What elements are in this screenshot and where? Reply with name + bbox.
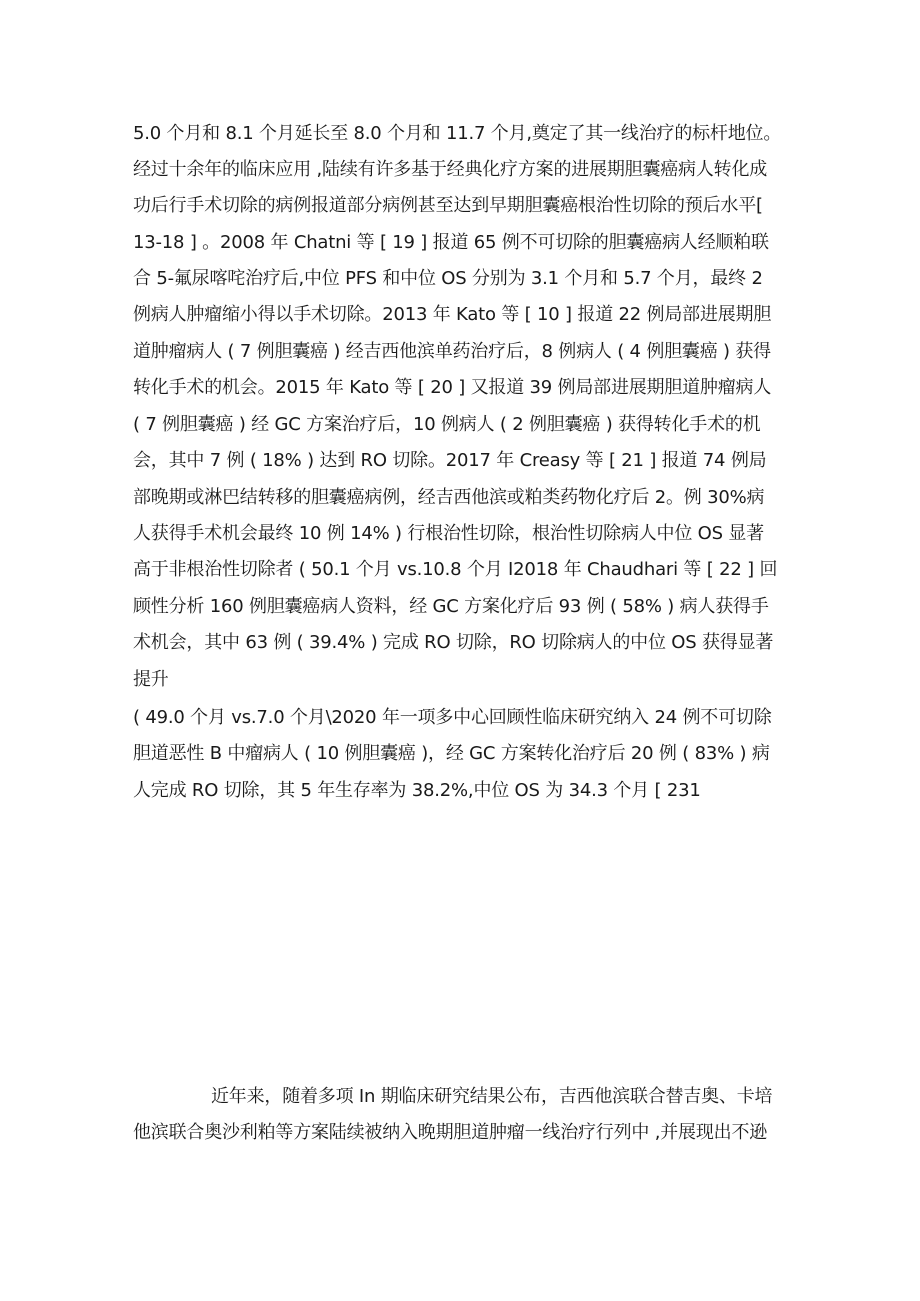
text-line: ( 49.0 个月 vs.7.0 个月\2020 年一项多中心回顾性临床研究纳入 24 例不可切除	[133, 707, 772, 728]
text-line: 人完成 RO 切除，其 5 年生存率为 38.2%,中位 OS 为 34.3 个月 [ 231	[133, 780, 701, 801]
text-line: 转化手术的机会。2015 年 Kato 等 [ 20 ] 又报道 39 例局部进展期胆道肿瘤病人	[133, 377, 772, 398]
text-line: 13-18 ] 。2008 年 Chatni 等 [ 19 ] 报道 65 例不可切除的胆囊癌病人经顺粕联	[133, 232, 769, 253]
text-line: 高于非根治性切除者 ( 50.1 个月 vs.10.8 个月 I2018 年 Chaudhari 等 [ 22 ] 回	[133, 559, 778, 580]
text-line: 术机会，其中 63 例 ( 39.4% ) 完成 RO 切除，RO 切除病人的中位 OS 获得显著	[133, 632, 774, 653]
text-line: 会，其中 7 例 ( 18% ) 达到 RO 切除。2017 年 Creasy 等 [ 21 ] 报道 74 例局	[133, 450, 767, 471]
text-line: 功后行手术切除的病例报道部分病例甚至达到早期胆囊癌根治性切除的预后水平[	[133, 195, 763, 216]
text-line: 胆道恶性 B 中瘤病人 ( 10 例胆囊癌 )，经 GC 方案转化治疗后 20 例 ( 83% ) 病	[133, 743, 770, 764]
text-line: 近年来，随着多项 In 期临床研究结果公布，吉西他滨联合替吉奥、卡培	[211, 1086, 773, 1107]
text-line: 合 5-氟尿喀咤治疗后,中位 PFS 和中位 OS 分别为 3.1 个月和 5.7 个月，最终 2	[133, 268, 763, 289]
text-line: 顾性分析 160 例胆囊癌病人资料，经 GC 方案化疗后 93 例 ( 58% ) 病人获得手	[133, 596, 769, 617]
text-line: 例病人肿瘤缩小得以手术切除。2013 年 Kato 等 [ 10 ] 报道 22 例局部进展期胆	[133, 304, 772, 325]
text-line: ( 7 例胆囊癌 ) 经 GC 方案治疗后，10 例病人 ( 2 例胆囊癌 ) 获得转化手术的机	[133, 414, 761, 435]
text-line: 部晚期或淋巴结转移的胆囊癌病例，经吉西他滨或粕类药物化疗后 2。例 30%病	[133, 487, 765, 508]
text-line: 经过十余年的临床应用 ,陆续有许多基于经典化疗方案的进展期胆囊癌病人转化成	[133, 159, 768, 180]
text-line: 道肿瘤病人 ( 7 例胆囊癌 ) 经吉西他滨单药治疗后，8 例病人 ( 4 例胆囊癌 ) 获得	[133, 341, 771, 362]
text-line: 提升	[133, 669, 169, 690]
text-line: 5.0 个月和 8.1 个月延长至 8.0 个月和 11.7 个月,奠定了其一线治疗的标杆地位。	[133, 123, 782, 144]
text-line: 他滨联合奥沙利粕等方案陆续被纳入晚期胆道肿瘤一线治疗行列中 ,并展现出不逊	[133, 1122, 768, 1143]
text-line: 人获得手术机会最终 10 例 14% ) 行根治性切除，根治性切除病人中位 OS 显著	[133, 523, 764, 544]
